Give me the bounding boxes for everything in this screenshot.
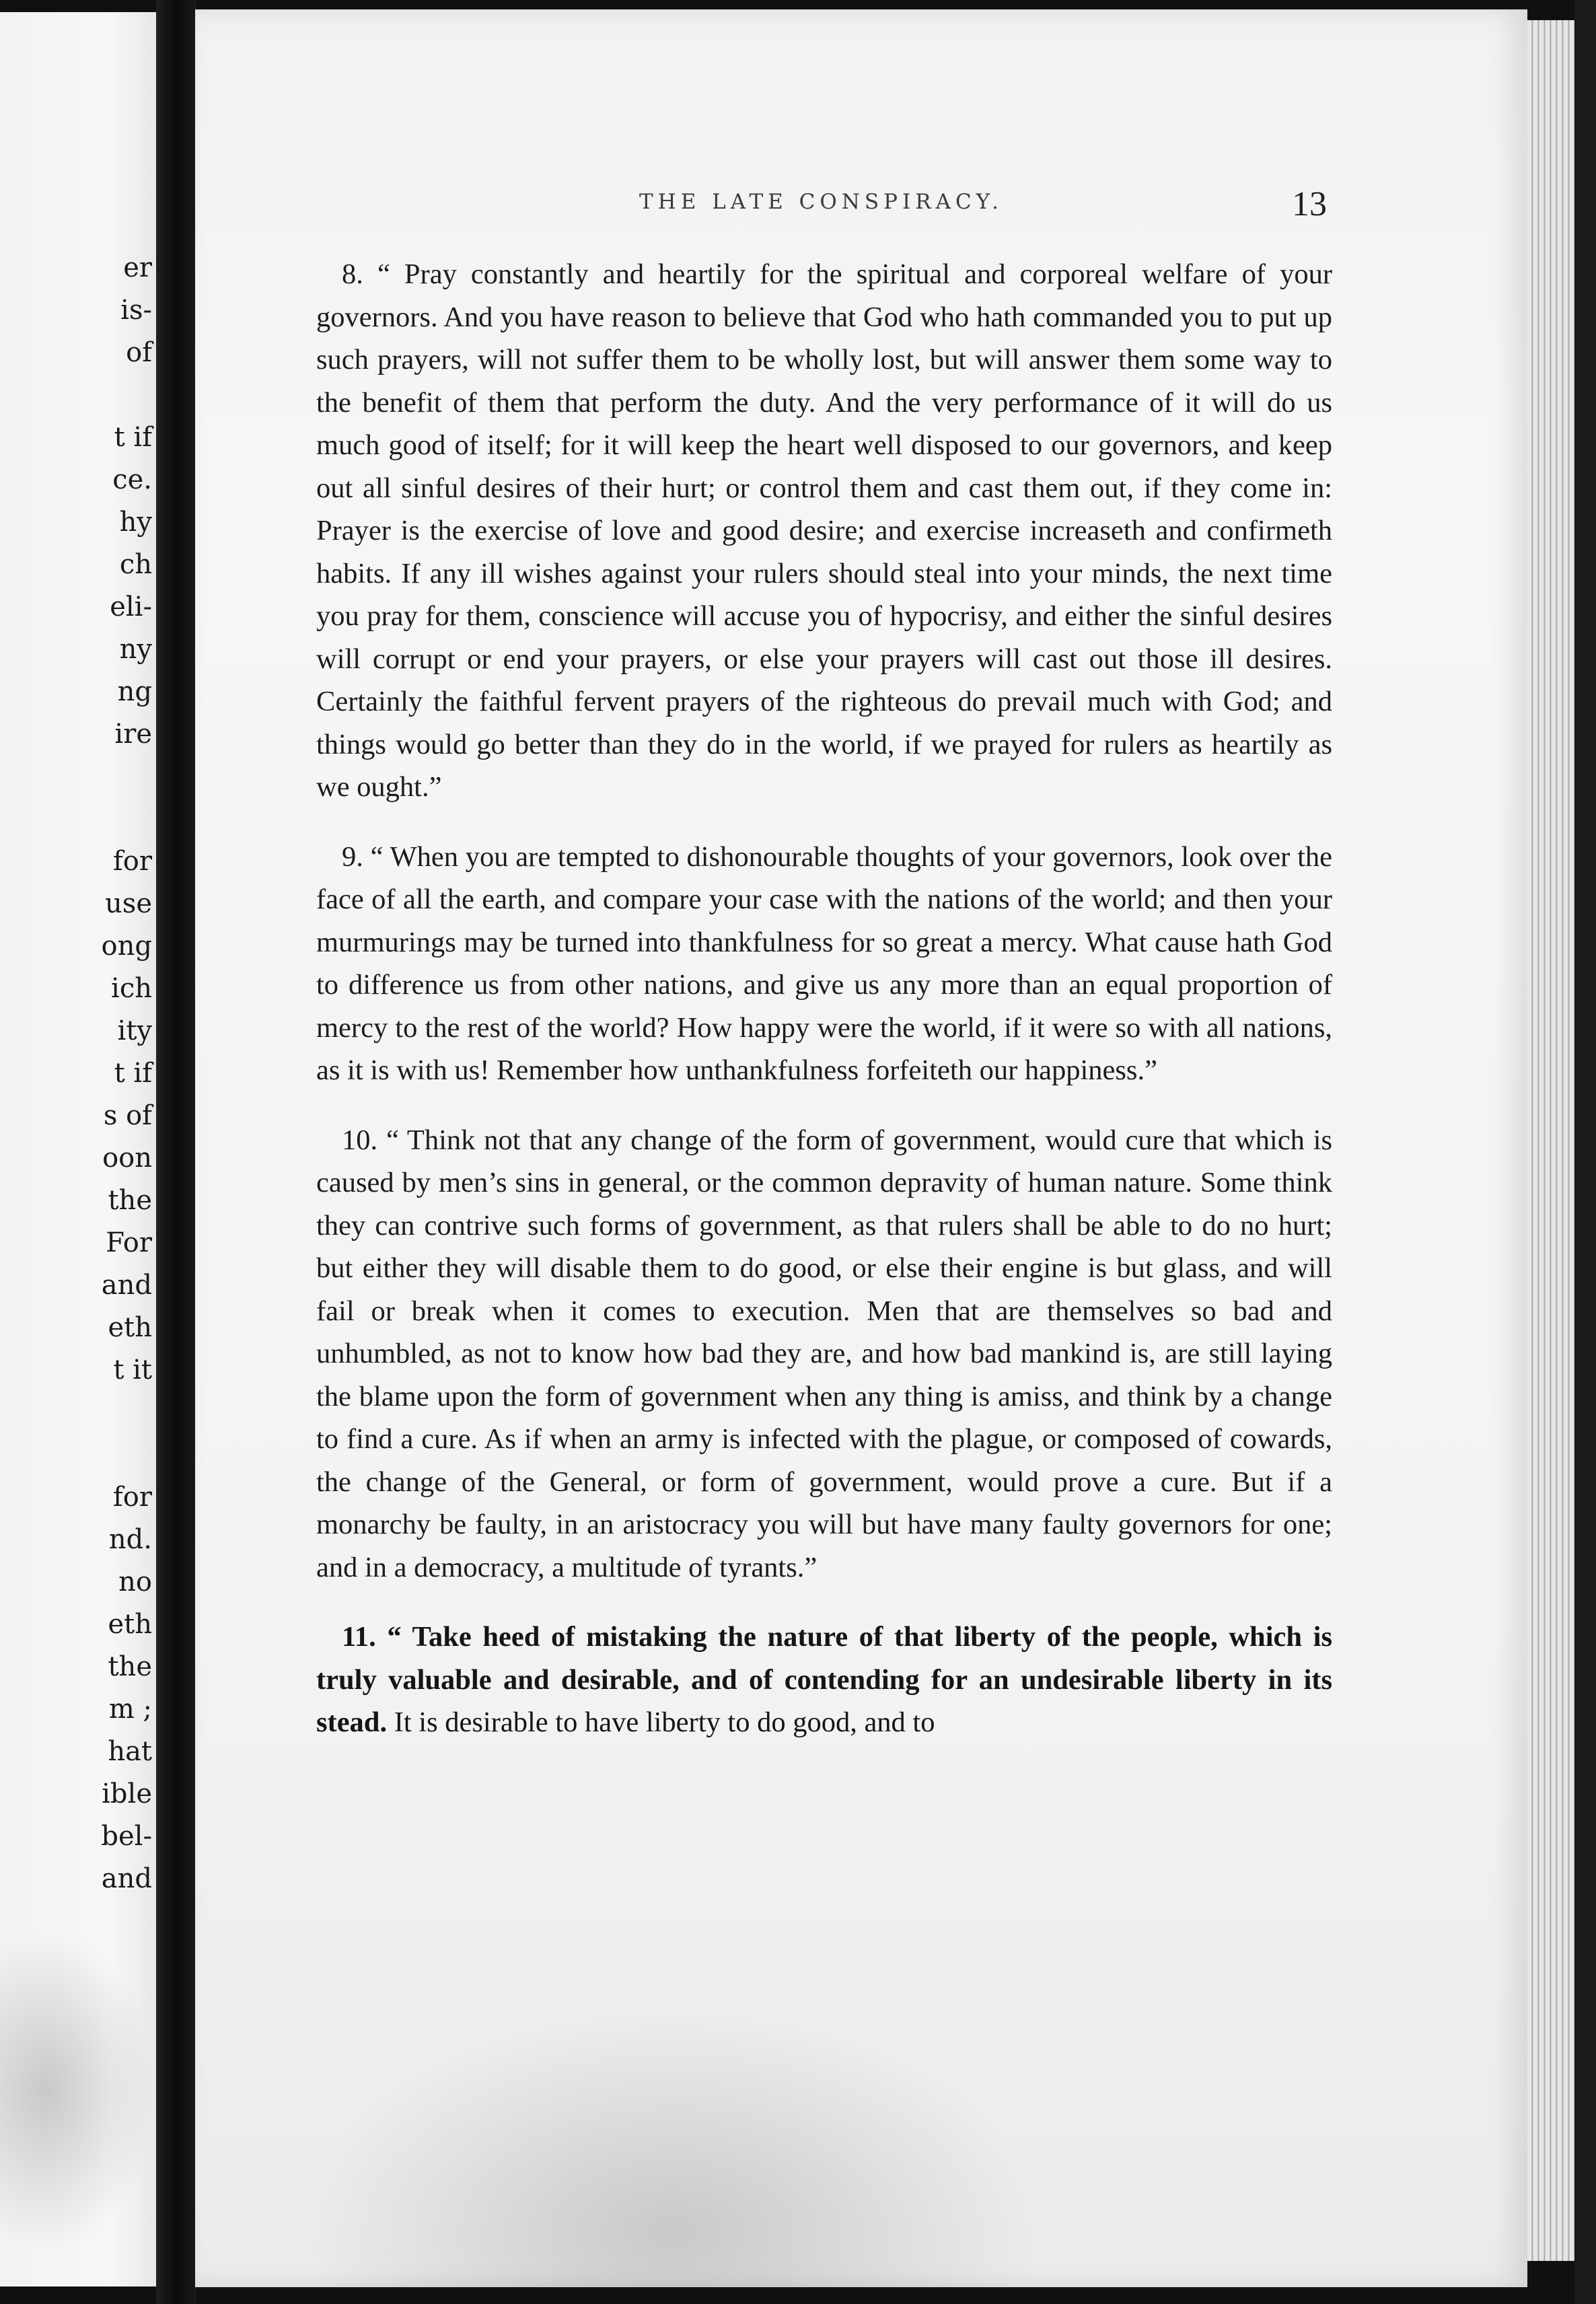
- left-facing-page: [0, 12, 156, 2287]
- left-page-fragment: and: [101, 1863, 152, 1894]
- left-page-fragment: for: [112, 846, 152, 877]
- paragraph-11-rest: It is desirable to have liberty to do good, and to: [387, 1706, 935, 1738]
- left-page-fragment: ich: [111, 973, 152, 1004]
- left-page-fragment: m ;: [108, 1694, 152, 1725]
- left-page-fragment: nd.: [108, 1524, 152, 1555]
- left-page-fragment: bel-: [101, 1821, 152, 1852]
- book-page: [195, 9, 1527, 2287]
- left-page-fragment: ong: [101, 931, 152, 962]
- left-page-fragment: of: [126, 337, 152, 368]
- left-page-fragment: For: [106, 1227, 152, 1258]
- left-page-fragment: is-: [120, 295, 152, 326]
- left-page-fragment: er: [123, 252, 152, 283]
- left-page-fragment: s of: [103, 1100, 152, 1131]
- paragraph-11-bold: 11. “ Take heed of mistaking the nature of that liberty of the people, which is truly valuable and desirable, and of contending for an undesirable liberty in its stead.: [316, 1621, 1332, 1738]
- left-page-fragment: eth: [108, 1609, 152, 1640]
- paragraph-10: 10. “ Think not that any change of the form of government, would cure that which is caused by men’s sins in general, or the common depravity of human nature. Some think they can contrive such forms of government, as that rulers shall be able to do no hurt; but either they will disable them to do good, or else their engine is but glass, and will fail or break when it comes to execution. Men that are themselves so bad and unhumbled, as not to know how bad they are, and how bad mankind is, are still laying the blame upon the form of government when any thing is amiss, and think by a change to find a cure. As if when an army is infected with the plague, or composed of cowards, the change of the General, or form of government, would prove a cure. But if a monarchy be faulty, in an aristocracy you will but have many faulty governors for one; and in a democracy, a multitude of tyrants.”: [316, 1124, 1332, 1583]
- paragraph-8: 8. “ Pray constantly and heartily for the spiritual and corporeal welfare of your governors. And you have reason to believe that God who hath commanded you to put up such prayers, will not suffer them to be wholly lost, but will answer them some way to the benefit of them that perform the duty. And the very performance of it will do us much good of itself; for it will keep the heart well disposed to our governors, and keep out all sinful desires of their hurt; or control them and cast them out, if they come in: Prayer is the exercise of love and good desire; and exercise increaseth and confirmeth habits. If any ill wishes against your rulers should steal into your minds, the next time you pray for them, conscience will accuse you of hypocrisy, and either the sinful desires will corrupt or end your prayers, or else your prayers will cast out those ill desires. Certainly the faithful fervent prayers of the righteous do prevail much with God; and things would go better than they do in the world, if we prayed for rulers as heartily as we ought.”: [316, 258, 1332, 803]
- left-page-fragment: t if: [114, 1058, 152, 1089]
- scan-border: [1574, 0, 1596, 2304]
- page-body: [316, 253, 1332, 1744]
- book-gutter: [156, 0, 196, 2304]
- page-stain: [303, 2005, 1043, 2287]
- left-page-fragment: ire: [114, 719, 152, 750]
- left-page-fragment: no: [118, 1567, 152, 1597]
- page-number: 13: [1292, 185, 1327, 223]
- left-page-stain: [0, 1930, 156, 2253]
- left-page-fragment: hy: [119, 507, 152, 538]
- left-page-fragment: ch: [119, 549, 152, 580]
- left-page-fragment: eth: [108, 1312, 152, 1343]
- left-page-fragment: ng: [117, 676, 152, 707]
- left-page-fragment: eli-: [110, 591, 152, 622]
- left-page-fragment: ny: [119, 634, 152, 665]
- left-page-fragment: ce.: [112, 464, 152, 495]
- left-page-fragment: the: [108, 1651, 152, 1682]
- running-head: THE LATE CONSPIRACY.: [639, 190, 1004, 214]
- paragraph-11: [316, 1616, 1332, 1744]
- left-page-fragment: t if: [114, 422, 152, 453]
- left-page-fragment: hat: [108, 1736, 152, 1767]
- left-page-fragment: oon: [102, 1143, 152, 1174]
- left-page-fragment: the: [108, 1185, 152, 1216]
- left-page-fragment: ible: [102, 1778, 152, 1809]
- left-page-fragment: ity: [117, 1015, 152, 1046]
- left-page-fragment: for: [112, 1482, 152, 1513]
- paragraph-9: 9. “ When you are tempted to dishonourable thoughts of your governors, look over the face of all the earth, and compare your case with the nations of the world; and then your murmurings may be turned into thankfulness for so great a mercy. What cause hath God to difference us from other nations, and give us any more than an equal proportion of mercy to the rest of the world? How happy were the world, if it were so with all nations, as it is with us! Remember how unthankfulness forfeiteth our happiness.”: [316, 840, 1332, 1086]
- left-page-fragment: use: [105, 888, 152, 919]
- left-page-fragment: and: [101, 1270, 152, 1301]
- left-page-fragment: t it: [113, 1355, 152, 1385]
